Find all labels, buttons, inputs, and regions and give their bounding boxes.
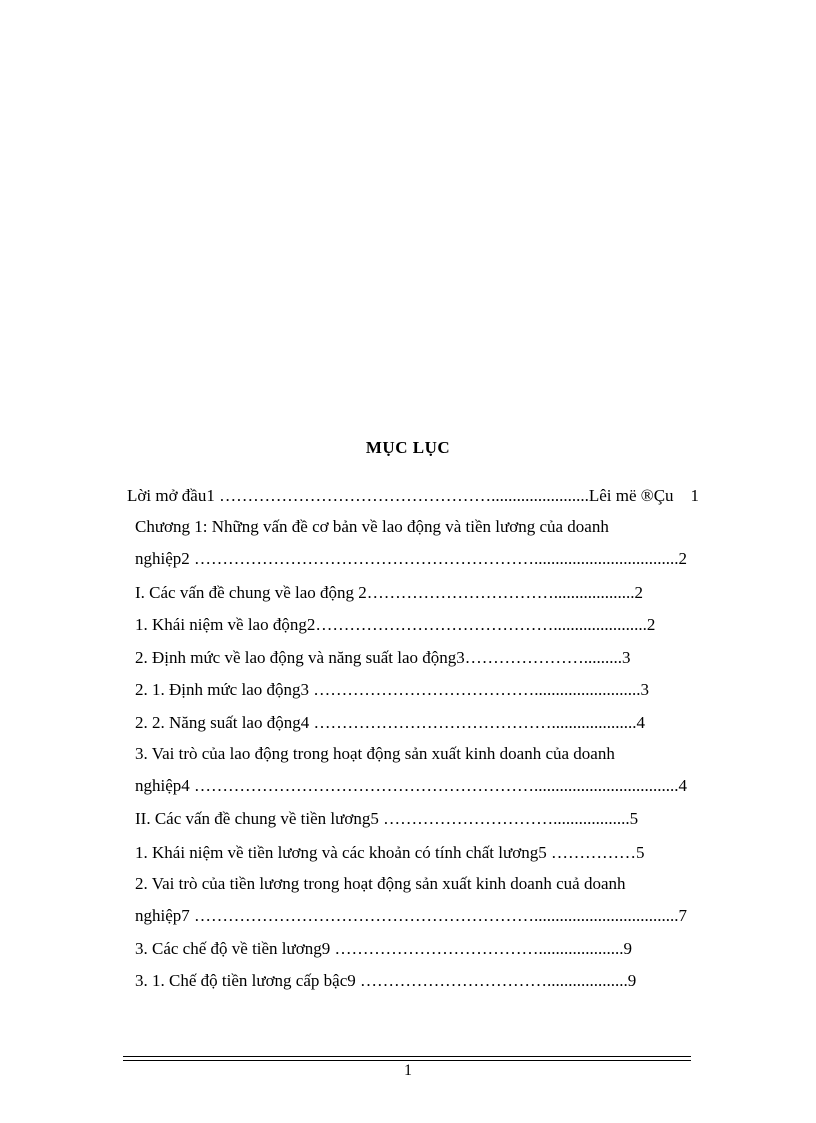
toc-entry bbox=[135, 679, 649, 701]
toc-entry-text: 1. Khái niệm về lao động2 bbox=[135, 615, 316, 634]
toc-entry-text: nghiệp2 bbox=[135, 549, 195, 568]
toc-page-number: 3 bbox=[622, 648, 631, 667]
toc-entry-text: 3. Các chế độ về tiền lương9 bbox=[135, 939, 335, 958]
toc-entry-text: 2. 2. Năng suất lao động4 bbox=[135, 713, 314, 732]
toc-page-number: 5 bbox=[629, 809, 639, 828]
toc-entry-text: I. Các vấn đề chung về lao động 2 bbox=[135, 583, 367, 602]
toc-entry-text: 3. 1. Chế độ tiền lương cấp bậc9 bbox=[135, 971, 360, 990]
footer-rule bbox=[123, 1056, 691, 1057]
toc-entry-text: Lời mở đầu1 bbox=[127, 486, 220, 505]
toc-leader-dots: ……………………………….................... bbox=[334, 939, 624, 958]
toc-leader-dots: …………………………………………………….................................. bbox=[194, 906, 679, 925]
toc-entry bbox=[135, 970, 636, 992]
toc-entry-text: II. Các vấn đề chung về tiền lương5 bbox=[135, 809, 384, 828]
toc-entry bbox=[135, 873, 626, 895]
toc-page-number: 4 bbox=[678, 776, 688, 795]
toc-entry bbox=[135, 938, 632, 960]
toc-entry bbox=[135, 712, 645, 734]
toc-leader-dots: …………………………………………....................... bbox=[219, 486, 589, 505]
toc-leader-dots: …………………………………………………….................................. bbox=[194, 776, 679, 795]
toc-entry-text: nghiệp4 bbox=[135, 776, 195, 795]
toc-entry-text: 2. Vai trò của tiền lương trong hoạt động sản xuất kinh doanh cuả doanh bbox=[135, 874, 626, 893]
toc-entry bbox=[135, 516, 609, 538]
toc-entry bbox=[135, 808, 638, 830]
toc-page-number: Lêi më ®Çu 1 bbox=[588, 486, 700, 505]
toc-entry-text: nghiệp7 bbox=[135, 906, 195, 925]
toc-page-number: 2 bbox=[646, 615, 656, 634]
toc-entry bbox=[135, 647, 631, 669]
footer-rule-double bbox=[123, 1060, 691, 1061]
toc-entry bbox=[127, 485, 699, 507]
toc-leader-dots: …………………………………….................... bbox=[313, 713, 637, 732]
toc-entry-text: 1. Khái niệm về tiền lương và các khoản có tính chất lương5 bbox=[135, 843, 551, 862]
page-title: MỤC LỤC bbox=[365, 438, 451, 457]
toc-entry bbox=[135, 582, 643, 604]
toc-leader-dots: …………………......... bbox=[464, 648, 623, 667]
toc-entry-text: 3. Vai trò của lao động trong hoạt động sản xuất kinh doanh của doanh bbox=[135, 744, 615, 763]
toc-leader-dots: …………… bbox=[550, 843, 636, 862]
toc-page-number: 9 bbox=[627, 971, 637, 990]
toc-entry bbox=[135, 743, 615, 765]
toc-leader-dots: ……………………………................... bbox=[366, 583, 635, 602]
toc-page-number: 2 bbox=[634, 583, 644, 602]
toc-page-number: 2 bbox=[678, 549, 688, 568]
toc-entry bbox=[135, 614, 655, 636]
toc-entry bbox=[135, 775, 687, 797]
toc-page-number: 4 bbox=[636, 713, 645, 732]
toc-entry bbox=[135, 905, 687, 927]
toc-entry-text: Chương 1: Những vấn đề cơ bản về lao động và tiền lương của doanh bbox=[135, 517, 609, 536]
toc-leader-dots: ……………………………................... bbox=[359, 971, 628, 990]
toc-page-number: 7 bbox=[678, 906, 688, 925]
toc-page-number: 9 bbox=[623, 939, 632, 958]
toc-leader-dots: ………………………….................. bbox=[383, 809, 630, 828]
toc-page-number: 3 bbox=[640, 680, 650, 699]
toc-leader-dots: ……………………………………...................... bbox=[315, 615, 647, 634]
toc-page-number: 5 bbox=[635, 843, 645, 862]
toc-entry-text: 2. Định mức về lao động và năng suất lao động3 bbox=[135, 648, 465, 667]
toc-entry bbox=[135, 548, 687, 570]
toc-leader-dots: …………………………………......................... bbox=[313, 680, 641, 699]
toc-entry-text: 2. 1. Định mức lao động3 bbox=[135, 680, 314, 699]
footer-page-number: 1 bbox=[404, 1062, 412, 1079]
toc-leader-dots: …………………………………………………….................................. bbox=[194, 549, 679, 568]
toc-entry bbox=[135, 842, 644, 864]
